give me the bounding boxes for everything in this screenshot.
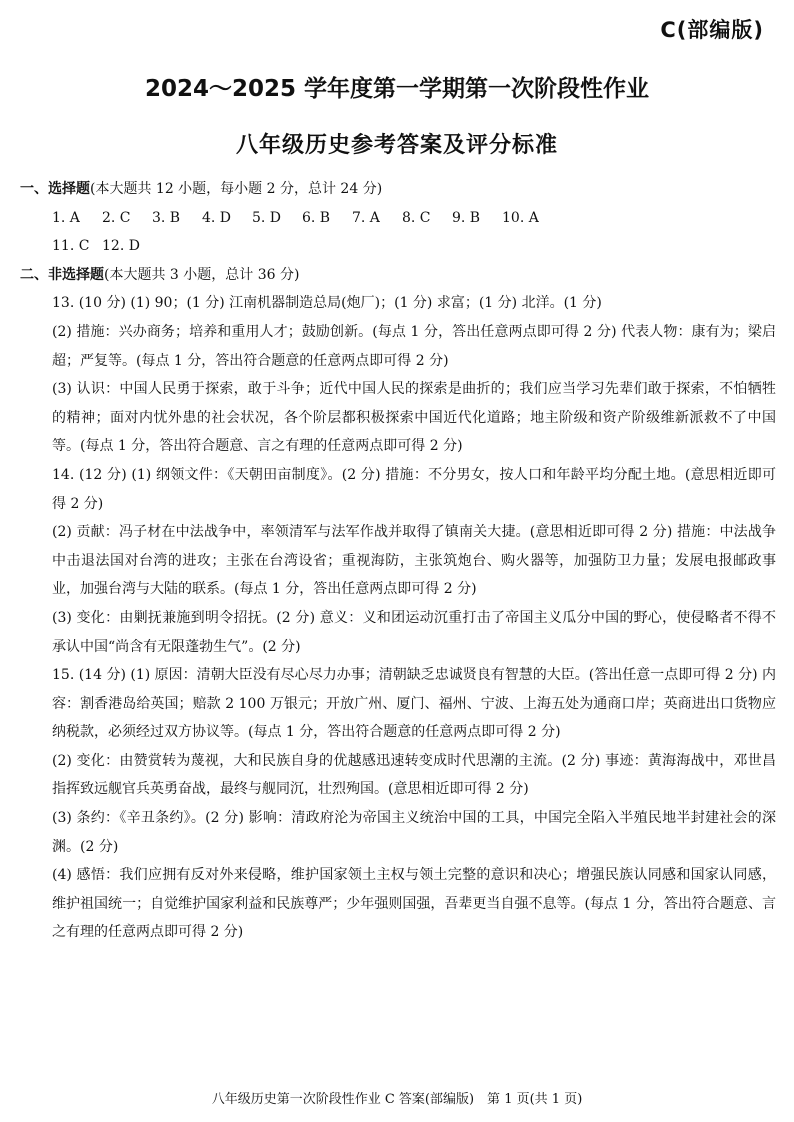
q14-part2: (2) 贡献：冯子材在中法战争中，率领清军与法军作战并取得了镇南关大捷。(意思相近即可得 2 分) 措施：中法战争中击退法国对台湾的进攻；主张在台湾设省；重视海防，主张筑炮台、购火器等，加强防卫力量；发展电报邮政事业，加强台湾与大陆的联系。(每点 1 分，答出任意两点即可得 2 分) — [52, 524, 776, 598]
q14-part3: (3) 变化：由剿抚兼施到明令招抚。(2 分) 意义：义和团运动沉重打击了帝国主义瓜分中国的野心，使侵略者不得不承认中国“尚含有无限蓬勃生气”。(2 分) — [52, 609, 776, 655]
choice-answer: 3. B — [152, 209, 181, 226]
section1-label: 一、选择题 — [20, 181, 90, 197]
section2-desc: (本大题共 3 小题，总计 36 分) — [104, 266, 300, 283]
answer-content — [20, 175, 776, 947]
choice-answer: 6. B — [302, 209, 331, 226]
choice-answer: 2. C — [102, 209, 131, 226]
choice-answer: 8. C — [402, 209, 431, 226]
choice-answer: 12. D — [102, 238, 140, 255]
choice-answer: 5. D — [252, 209, 282, 226]
q13-part1: 13. (10 分) (1) 90；(1 分) 江南机器制造总局(炮厂)；(1 分) 求富；(1 分) 北洋。(1 分) — [52, 295, 602, 312]
section2-label: 二、非选择题 — [20, 266, 104, 283]
q15-part4: (4) 感悟：我们应拥有反对外来侵略，维护国家领土主权与领土完整的意识和决心；增强民族认同感和国家认同感，维护祖国统一；自觉维护国家利益和民族尊严；少年强则国强，吾辈更当自强不息等。(每点 1 分，答出符合题意、言之有理的任意两点即可得 2 分) — [52, 867, 776, 941]
document-title: 2024～2025 学年度第一学期第一次阶段性作业 — [144, 76, 650, 102]
page-footer: 八年级历史第一次阶段性作业 C 答案(部编版) 第 1 页(共 1 页) — [211, 1092, 583, 1107]
q13-part2: (2) 措施：兴办商务；培养和重用人才；鼓励创新。(每点 1 分，答出任意两点即可得 2 分) 代表人物：康有为；梁启超；严复等。(每点 1 分，答出符合题意的任意两点即可得 2 分) — [52, 323, 776, 369]
q15-part2: (2) 变化：由赞赏转为蔑视，大和民族自身的优越感迅速转变成时代思潮的主流。(2 分) 事迹：黄海海战中，邓世昌指挥致远舰官兵英勇奋战，最终与舰同沉，壮烈殉国。(意思相近即可得 2 分) — [52, 752, 776, 798]
choice-answers — [20, 204, 776, 261]
choice-answer: 1. A — [52, 209, 80, 226]
choice-answer: 7. A — [352, 209, 380, 226]
section2-heading — [20, 261, 776, 290]
q13-part3: (3) 认识：中国人民勇于探索，敢于斗争；近代中国人民的探索是曲折的；我们应当学习先辈们敢于探索，不怕牺牲的精神；面对内忧外患的社会状况，各个阶层都积极探索中国近代化道路；地主阶级和资产阶级维新派救不了中国等。(每点 1 分，答出符合题意、言之有理的任意两点即可得 2 分) — [52, 381, 776, 455]
section1-desc: (本大题共 12 小题，每小题 2 分，总计 24 分) — [90, 181, 383, 197]
q15-part3: (3) 条约：《辛丑条约》。(2 分) 影响：清政府沦为帝国主义统治中国的工具，中国完全陷入半殖民地半封建社会的深渊。(2 分) — [52, 810, 776, 855]
choice-answer: 9. B — [452, 209, 481, 226]
choice-answer: 4. D — [202, 209, 232, 226]
q14-part1: 14. (12 分) (1) 纲领文件：《天朝田亩制度》。(2 分) 措施：不分男女，按人口和年龄平均分配土地。(意思相近即可得 2 分) — [52, 466, 776, 512]
document-subtitle: 八年级历史参考答案及评分标准 — [235, 133, 558, 158]
q15-part1: 15. (14 分) (1) 原因：清朝大臣没有尽心尽力办事；清朝缺乏忠诚贤良有智慧的大臣。(答出任意一点即可得 2 分) 内容：割香港岛给英国；赔款 2 100 万银元；开放广州、厦门、福州、宁波、上海五处为通商口岸；英商进出口货物应纳税款，必须经过双方协议等。(每点 1 分，答出符合题意的任意两点即可得 2 分) — [52, 667, 776, 741]
edition-label: C(部编版) — [660, 18, 764, 42]
choice-answer: 11. C — [52, 238, 90, 255]
section1-heading — [20, 175, 776, 204]
choice-answer: 10. A — [502, 209, 539, 226]
